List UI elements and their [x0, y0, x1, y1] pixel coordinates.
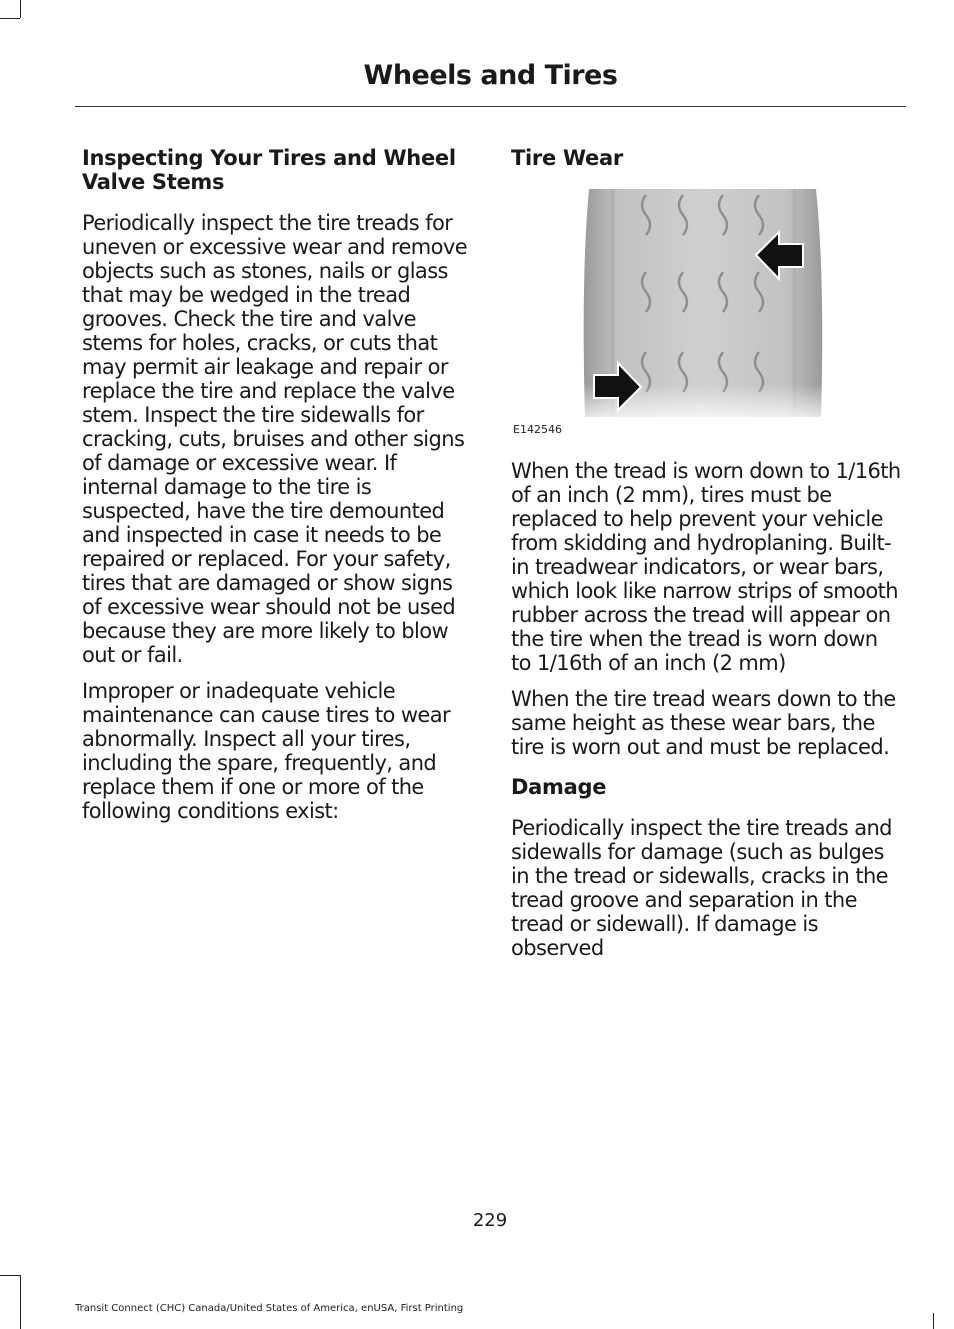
crop-mark [933, 1313, 934, 1329]
tire-tread-wear-bar-illustration-icon [581, 187, 826, 419]
figure-id-label: E142546 [513, 423, 562, 436]
section-heading-inspecting: Inspecting Your Tires and Wheel Valve Stems [82, 146, 456, 194]
paragraph: When the tread is worn down to 1/16th of an inch (2 mm), tires must be replaced to help prevent your vehicle from skidding and hydroplaning. Built-in treadwear indicators, or wear bars, which look like narrow strips of smooth rubber across the tread will appear on the tire when the tread is worn down to 1/16th of an inch (2 mm) [511, 459, 901, 675]
crop-mark [20, 0, 21, 18]
header-divider [75, 106, 906, 107]
section-heading-damage: Damage [511, 775, 607, 799]
left-column [82, 146, 474, 835]
crop-mark [0, 1275, 20, 1276]
section-heading-tire-wear: Tire Wear [511, 146, 623, 170]
paragraph: When the tire tread wears down to the same height as these wear bars, the tire is worn out and must be replaced. [511, 687, 896, 759]
tire-wear-figure [511, 187, 903, 445]
paragraph: Periodically inspect the tire treads and sidewalls for damage (such as bulges in the tread or sidewalls, cracks in the tread groove and separation in the tread or sidewall). If damage is observed [511, 816, 892, 960]
paragraph: Improper or inadequate vehicle maintenance can cause tires to wear abnormally. Inspect all your tires, including the spare, frequently, and replace them if one or more of the following conditions exist: [82, 679, 451, 823]
right-column [511, 146, 903, 972]
footer-text: Transit Connect (CHC) Canada/United States of America, enUSA, First Printing [75, 1303, 464, 1314]
page-number: 229 [472, 1210, 508, 1231]
page-title: Wheels and Tires [363, 60, 618, 91]
crop-mark [0, 18, 20, 19]
paragraph: Periodically inspect the tire treads for uneven or excessive wear and remove objects such as stones, nails or glass that may be wedged in the tread grooves. Check the tire and valve stems for holes, cracks, or cuts that may permit air leakage and repair or replace the tire and replace the valve stem. Inspect the tire sidewalls for cracking, cuts, bruises and other signs of damage or excessive wear. If internal damage to the tire is suspected, have the tire demounted and inspected in case it needs to be repaired or replaced. For your safety, tires that are damaged or show signs of excessive wear should not be used because they are more likely to blow out or fail. [82, 211, 468, 667]
crop-mark [20, 1275, 21, 1329]
